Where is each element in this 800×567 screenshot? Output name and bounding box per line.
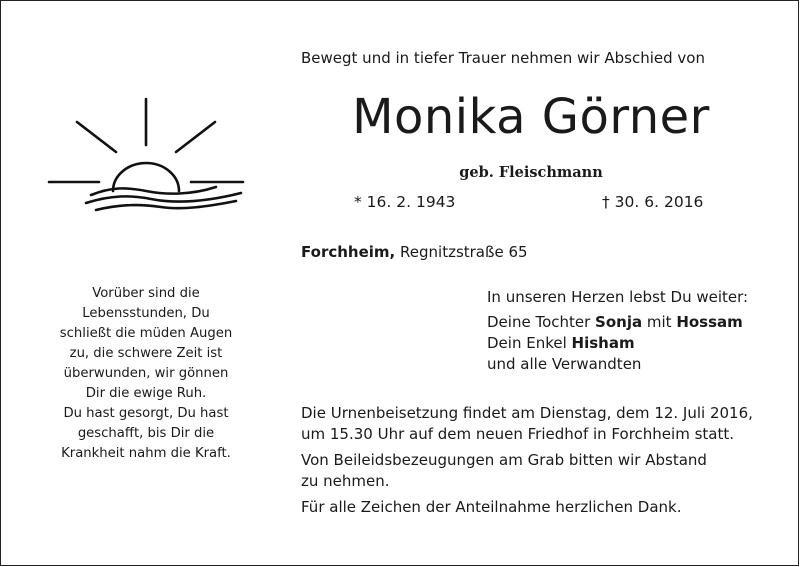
survivor-name: Hisham	[571, 334, 635, 352]
sunset-icon	[41, 91, 251, 216]
poem-line: geschafft, bis Dir die	[77, 426, 215, 441]
death-date: † 30. 6. 2016	[602, 193, 704, 211]
survivor-line: und alle Verwandten	[487, 355, 642, 373]
address-city: Forchheim,	[301, 243, 396, 261]
survivor-line	[487, 312, 748, 333]
condolence-text: zu nehmen.	[301, 472, 390, 490]
poem-line: schließt die müden Augen	[59, 326, 233, 341]
survivor-line	[487, 333, 748, 354]
notice-body	[301, 403, 771, 518]
poem-line: Dir die ewige Ruh.	[85, 386, 207, 401]
memorial-poem	[37, 284, 255, 464]
address-street: Regnitzstraße 65	[400, 243, 528, 261]
poem-line: Vorüber sind die	[92, 286, 200, 301]
survivors-block	[487, 287, 748, 375]
thanks-text: Für alle Zeichen der Anteilnahme herzlichen Dank.	[301, 498, 682, 516]
survivors-heading: In unseren Herzen lebst Du weiter:	[487, 288, 749, 306]
survivor-text: Dein Enkel	[487, 334, 572, 352]
poem-line: zu, die schwere Zeit ist	[69, 346, 223, 361]
survivor-text: Deine Tochter	[487, 313, 596, 331]
poem-line: überwunden, wir gönnen	[63, 366, 229, 381]
intro-text: Bewegt und in tiefer Trauer nehmen wir Abschied von	[301, 49, 705, 67]
condolence-text: Von Beileidsbezeugungen am Grab bitten wir Abstand	[301, 451, 707, 469]
maiden-name: geb. Fleischmann	[459, 164, 603, 181]
poem-line: Lebensstunden, Du	[82, 306, 210, 321]
burial-text: Die Urnenbeisetzung findet am Dienstag, dem 12. Juli 2016,	[301, 404, 753, 422]
poem-line: Krankheit nahm die Kraft.	[61, 446, 231, 461]
survivor-name: Hossam	[676, 313, 743, 331]
address	[301, 243, 528, 261]
poem-line: Du hast gesorgt, Du hast	[63, 406, 229, 421]
survivor-text: mit	[642, 313, 677, 331]
burial-text: um 15.30 Uhr auf dem neuen Friedhof in Forchheim statt.	[301, 425, 735, 443]
deceased-name: Monika Görner	[352, 89, 710, 145]
survivor-name: Sonja	[595, 313, 643, 331]
birth-date: * 16. 2. 1943	[354, 193, 456, 211]
